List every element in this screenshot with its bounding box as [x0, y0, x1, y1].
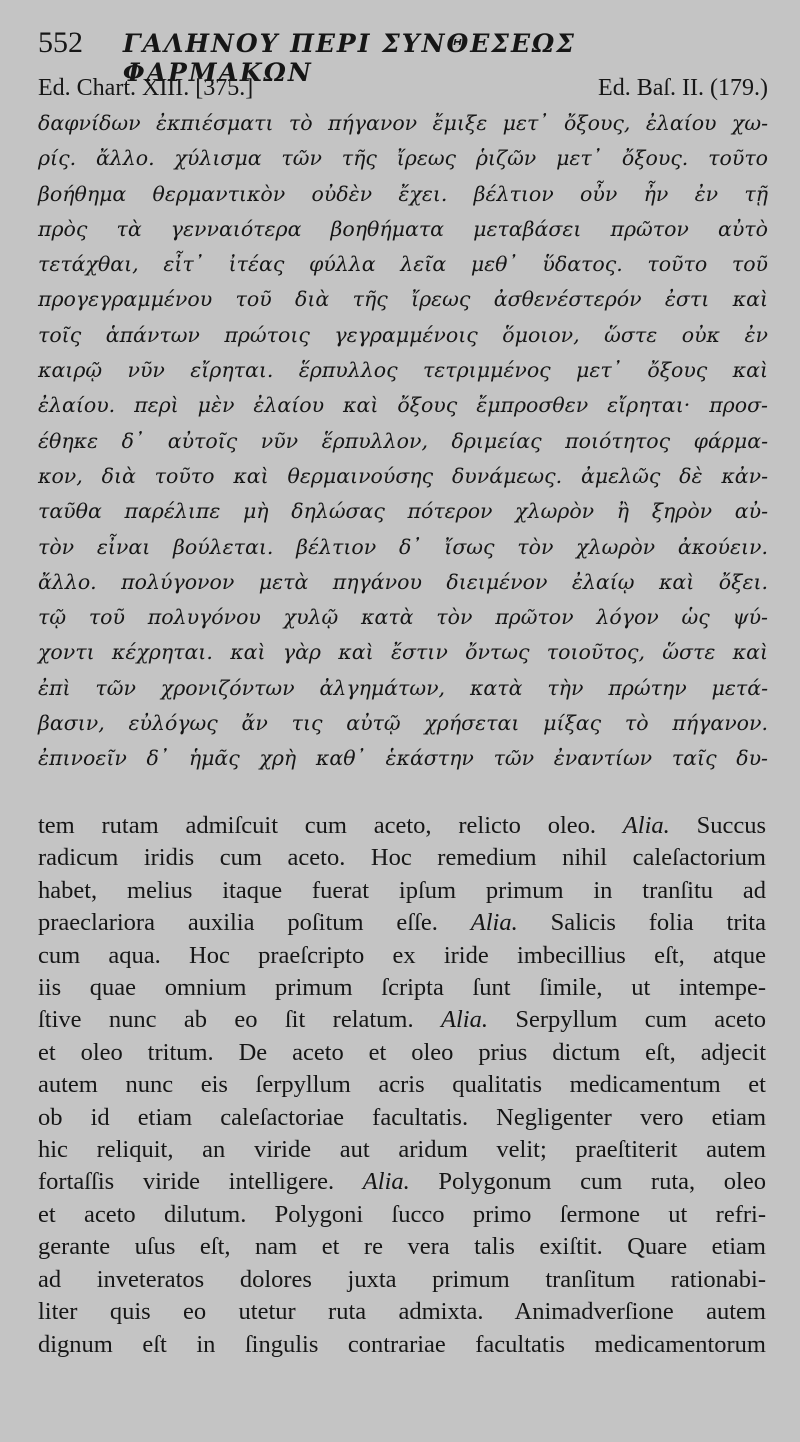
- latin-italic-label: Alia.: [362, 1168, 410, 1196]
- latin-line: [38, 1102, 766, 1134]
- greek-line: ἄλλο. πολύγονον μετὰ πηγάνου διειμένον ἐλαίῳ καὶ ὄξει.: [38, 569, 768, 594]
- latin-italic-label: Alia.: [470, 909, 518, 937]
- latin-text: habet, melius itaque fuerat ipſum primum in tranſitu ad: [38, 876, 766, 904]
- greek-line: έθηκε δ᾽ αὐτοῖς νῦν ἕρπυλλον, δριμείας ποιότητος φάρμα-: [38, 428, 768, 453]
- greek-line: τὸν εἶναι βούλεται. βέλτιον δ᾽ ἴσως τὸν χλωρὸν ἀκούειν.: [38, 534, 768, 559]
- latin-line: [38, 1296, 766, 1328]
- latin-text: liter quis eo utetur ruta admixta. Animadverſione autem: [38, 1298, 766, 1326]
- latin-text: praeclariora auxilia poſitum eſſe.: [38, 909, 471, 937]
- latin-text: et aceto dilutum. Polygoni ſucco primo ſermone ut refri-: [38, 1200, 766, 1228]
- latin-text: ſtive nunc ab eo ſit relatum.: [38, 1006, 441, 1034]
- greek-line: ἐπινοεῖν δ᾽ ἡμᾶς χρὴ καθ᾽ ἑκάστην τῶν ἐναντίων ταῖς δυ-: [38, 746, 768, 771]
- edition-reference-left: Ed. Chart. XIII. [375.]: [38, 75, 254, 101]
- greek-line: κον, διὰ τοῦτο καὶ θερμαινούσης δυνάμεως. ἀμελῶς δὲ κἀν-: [38, 463, 768, 488]
- greek-line: βασιν, εὐλόγως ἄν τις αὐτῷ χρήσεται μίξας τὸ πήγανον.: [38, 711, 768, 736]
- latin-text: gerante uſus eſt, nam et re vera talis exiſtit. Quare etiam: [38, 1233, 766, 1261]
- greek-line: τοῖς ἁπάντων πρώτοις γεγραμμένοις ὅμοιον, ὥστε οὐκ ἐν: [38, 322, 768, 347]
- latin-text: Succus: [669, 812, 766, 839]
- latin-text: iis quae omnium primum ſcripta ſunt ſimile, ut intempe-: [38, 974, 766, 1002]
- latin-text: et oleo tritum. De aceto et oleo prius dictum eſt, adjecit: [38, 1038, 766, 1066]
- greek-line: ἐλαίου. περὶ μὲν ἐλαίου καὶ ὄξους ἔμπροσθεν εἴρηται· προσ-: [38, 393, 768, 418]
- latin-line: [38, 842, 766, 874]
- greek-line: χοντι κέχρηται. καὶ γὰρ καὶ ἔστιν ὄντως τοιοῦτος, ὥστε καὶ: [38, 640, 768, 665]
- greek-line: τῷ τοῦ πολυγόνου χυλῷ κατὰ τὸν πρῶτον λόγον ὡς ψύ-: [38, 605, 768, 630]
- latin-line: [38, 1166, 766, 1198]
- greek-line: καιρῷ νῦν εἴρηται. ἕρπυλλος τετριμμένος μετ᾽ ὄξους καὶ: [38, 358, 768, 383]
- latin-text: Polygonum cum ruta, oleo: [409, 1168, 766, 1196]
- latin-text: ad inveteratos dolores juxta primum tranſitum rationabi-: [38, 1265, 766, 1293]
- running-head: [38, 26, 768, 87]
- latin-text: Salicis folia trita: [517, 909, 766, 937]
- latin-italic-label: Alia.: [440, 1006, 488, 1034]
- running-title: ΓΑΛΗΝΟΥ ΠΕΡΙ ΣΥΝΘΕΣΕΩΣ ΦΑΡΜΑΚΩΝ: [122, 29, 576, 87]
- greek-line: πρὸς τὰ γενναιότερα βοηθήματα μεταβάσει πρῶτον αὐτὸ: [38, 216, 768, 241]
- greek-line: τετάχθαι, εἶτ᾽ ἰτέας φύλλα λεῖα μεθ᾽ ὕδατος. τοῦτο τοῦ: [38, 252, 768, 277]
- greek-line: ταῦθα παρέλιπε μὴ δηλώσας πότερον χλωρὸν ἢ ξηρὸν αὐ-: [38, 499, 768, 524]
- latin-line: [38, 1134, 766, 1166]
- latin-text: fortaſſis viride intelligere.: [38, 1168, 363, 1196]
- latin-text: autem nunc eis ſerpyllum acris qualitatis medicamentum et: [38, 1071, 766, 1099]
- latin-line: [38, 1264, 766, 1296]
- latin-text: Serpyllum cum aceto: [487, 1006, 766, 1034]
- latin-line: [38, 1004, 766, 1036]
- latin-line: [38, 1329, 766, 1361]
- page-number: 552: [38, 26, 83, 59]
- latin-line: [38, 1199, 766, 1231]
- latin-text: ob id etiam caleſactoriae facultatis. Negligenter vero etiam: [38, 1103, 766, 1131]
- latin-line: [38, 1069, 766, 1101]
- latin-translation-block: [38, 810, 766, 1361]
- greek-line: βοήθημα θερμαντικὸν οὐδὲν ἔχει. βέλτιον οὖν ἦν ἐν τῇ: [38, 181, 768, 206]
- latin-text: cum aqua. Hoc praeſcripto ex iride imbecillius eſt, atque: [38, 941, 766, 969]
- greek-line: δαφνίδων ἐκπιέσματι τὸ πήγανον ἔμιξε μετ᾽ ὄξους, ἐλαίου χω-: [38, 111, 768, 135]
- greek-line: ρίς. ἄλλο. χύλισμα τῶν τῆς ἴρεως ῥιζῶν μετ᾽ ὄξους. τοῦτο: [38, 146, 768, 171]
- latin-line: [38, 972, 766, 1004]
- latin-text: radicum iridis cum aceto. Hoc remedium nihil caleſactorium: [38, 844, 766, 872]
- greek-text-block: [38, 106, 768, 777]
- latin-text: dignum eſt in ſingulis contrariae facultatis medicamentorum: [38, 1330, 766, 1358]
- latin-text: tem rutam admiſcuit cum aceto, relicto oleo.: [38, 812, 623, 839]
- latin-line: [38, 940, 766, 972]
- latin-line: [38, 1037, 766, 1069]
- latin-line: [38, 907, 766, 939]
- greek-line: ἐπὶ τῶν χρονιζόντων ἀλγημάτων, κατὰ τὴν πρώτην μετά-: [38, 675, 768, 700]
- latin-line: [38, 875, 766, 907]
- greek-line: προγεγραμμένου τοῦ διὰ τῆς ἴρεως ἀσθενέστερόν ἐστι καὶ: [38, 287, 768, 312]
- latin-line: [38, 810, 766, 842]
- latin-line: [38, 1231, 766, 1263]
- latin-text: hic reliquit, an viride aut aridum velit; praeſtiterit autem: [38, 1136, 766, 1164]
- edition-reference-right: Ed. Baſ. II. (179.): [598, 75, 768, 101]
- latin-italic-label: Alia.: [622, 812, 670, 839]
